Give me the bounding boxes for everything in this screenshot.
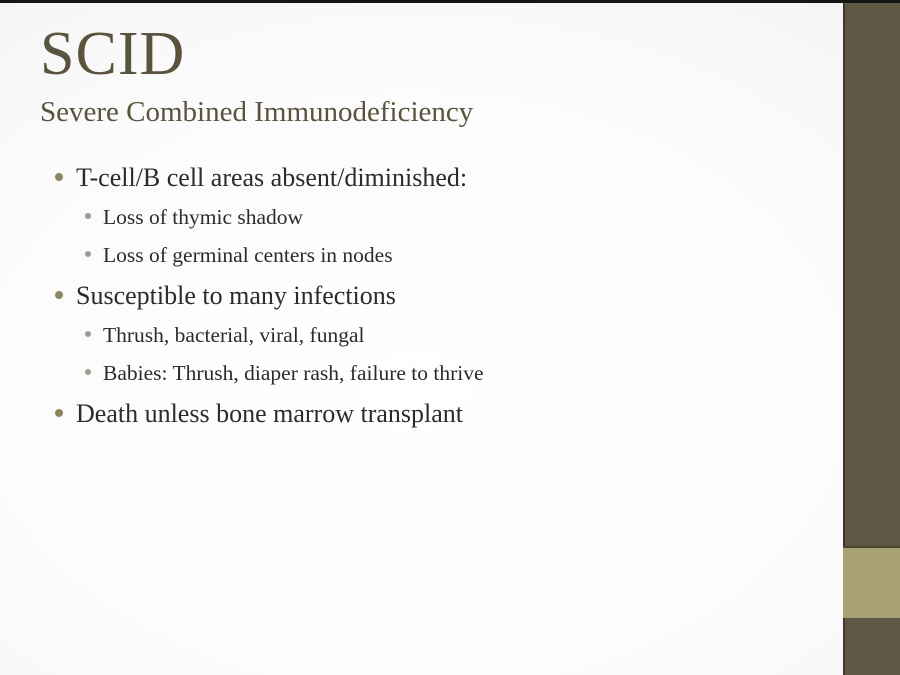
slide-subtitle: Severe Combined Immunodeficiency (40, 96, 474, 128)
list-item (40, 203, 820, 241)
bullet-icon (85, 251, 91, 257)
bullet-icon (55, 173, 63, 181)
list-item (40, 397, 820, 439)
list-item-label: Thrush, bacterial, viral, fungal (103, 323, 365, 347)
list-item (40, 241, 820, 279)
list-item-label: Death unless bone marrow transplant (76, 399, 464, 428)
list-item (40, 279, 820, 321)
accent-square (843, 546, 900, 618)
bullet-list (40, 161, 820, 439)
list-item-label: Susceptible to many infections (76, 281, 396, 310)
bullet-icon (85, 213, 91, 219)
right-accent-bar (843, 0, 900, 675)
list-item-label: Babies: Thrush, diaper rash, failure to thrive (103, 361, 484, 385)
bullet-icon (55, 409, 63, 417)
list-item (40, 321, 820, 359)
list-item-label: Loss of thymic shadow (103, 205, 304, 229)
bullet-icon (85, 369, 91, 375)
top-edge-line (0, 0, 900, 3)
list-item (40, 161, 820, 203)
bullet-icon (85, 331, 91, 337)
slide-title: SCID (40, 20, 186, 88)
list-item-label: Loss of germinal centers in nodes (103, 243, 393, 267)
list-item (40, 359, 820, 397)
bullet-icon (55, 291, 63, 299)
list-item-label: T-cell/B cell areas absent/diminished: (76, 163, 468, 192)
